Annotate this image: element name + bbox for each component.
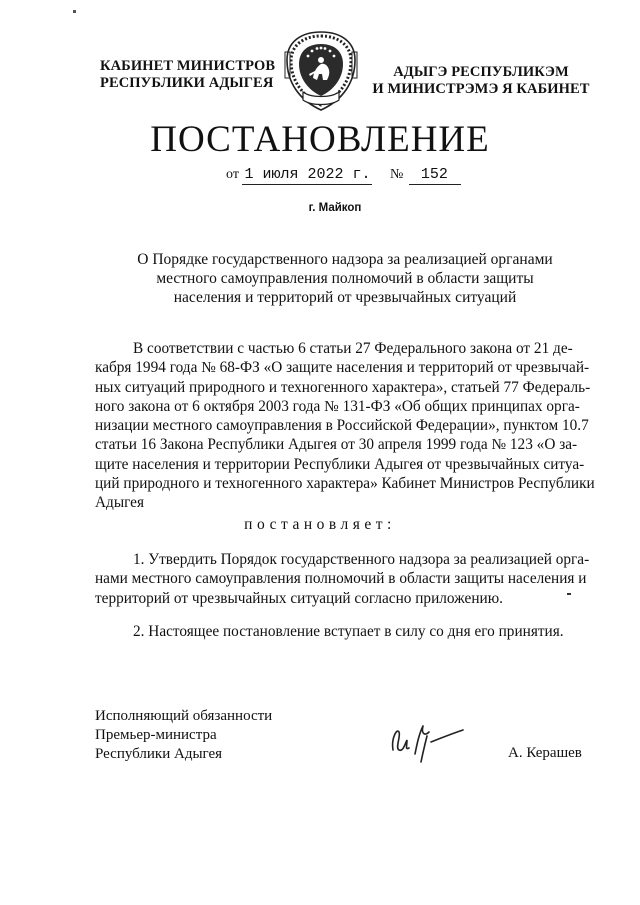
preamble-line: ного закона от 6 октября 2003 года № 131-ФЗ «Об общих принципах орга-: [95, 397, 580, 415]
handwritten-signature-icon: [385, 710, 475, 770]
header-right-org: [372, 64, 590, 98]
subject-line: населения и территорий от чрезвычайных ситуаций: [173, 289, 517, 306]
preamble-line: кабря 1994 года № 68-ФЗ «О защите населения и территорий от чрезвычай-: [95, 359, 590, 377]
date-number-line: [226, 166, 466, 185]
number-label: №: [389, 167, 404, 182]
signatory-line: Премьер-министра: [95, 727, 217, 743]
document-number: 152: [409, 166, 461, 185]
preamble-paragraph: [95, 339, 595, 513]
preamble-line: В соответствии с частью 6 статьи 27 Федерального закона от 21 де-: [133, 340, 573, 357]
coat-of-arms-icon: [283, 30, 359, 112]
subject-line: О Порядке государственного надзора за реализацией органами: [137, 251, 553, 268]
document-date: 1 июля 2022 г.: [244, 166, 371, 183]
header-left-org: [100, 58, 275, 92]
resolution-item-2: 2. Настоящее постановление вступает в силу со дня его принятия.: [133, 623, 564, 640]
signatory-line: Республики Адыгея: [95, 746, 223, 762]
document-subject: [120, 250, 570, 307]
scan-speck: [73, 10, 76, 13]
preamble-line: ций природного и техногенного характера» Кабинет Министров Республики: [95, 475, 595, 493]
item-1-line: 1. Утвердить Порядок государственного надзора за реализацией орга-: [133, 551, 590, 568]
resolves-heading: постановляет:: [244, 516, 396, 533]
scan-speck: [567, 593, 571, 595]
resolution-item-1: [95, 550, 590, 608]
item-1-line: нами местного самоуправления полномочий в области защиты населения и: [95, 570, 587, 588]
preamble-line: ных ситуаций природного и техногенного характера», статьей 77 Федераль-: [95, 378, 591, 396]
header-right-line-1: АДЫГЭ РЕСПУБЛИКЭМ: [393, 64, 569, 80]
preamble-line: низации местного самоуправления в Российской Федерации», пунктом 10.7: [95, 417, 589, 435]
preamble-line: статьи 16 Закона Республики Адыгея от 30 апреля 1999 года № 123 «О за-: [95, 436, 578, 454]
signatory-title: [95, 707, 272, 764]
preamble-line: щите населения и территории Республики Адыгея от чрезвычайных ситуа-: [95, 455, 585, 473]
preamble-line: Адыгея: [95, 494, 145, 512]
signatory-name: А. Керашев: [508, 745, 582, 761]
header-left-line-1: КАБИНЕТ МИНИСТРОВ: [100, 58, 276, 74]
item-1-line: территорий от чрезвычайных ситуаций согласно приложению.: [95, 589, 503, 607]
date-prefix: от: [226, 167, 239, 182]
subject-line: местного самоуправления полномочий в области защиты: [156, 270, 534, 287]
header-left-line-2: РЕСПУБЛИКИ АДЫГЕЯ: [100, 75, 274, 91]
document-title: ПОСТАНОВЛЕНИЕ: [150, 119, 490, 160]
signatory-line: Исполняющий обязанности: [95, 708, 273, 724]
city-name: г. Майкоп: [308, 202, 362, 214]
header-right-line-2: И МИНИСТРЭМЭ Я КАБИНЕТ: [372, 81, 590, 97]
